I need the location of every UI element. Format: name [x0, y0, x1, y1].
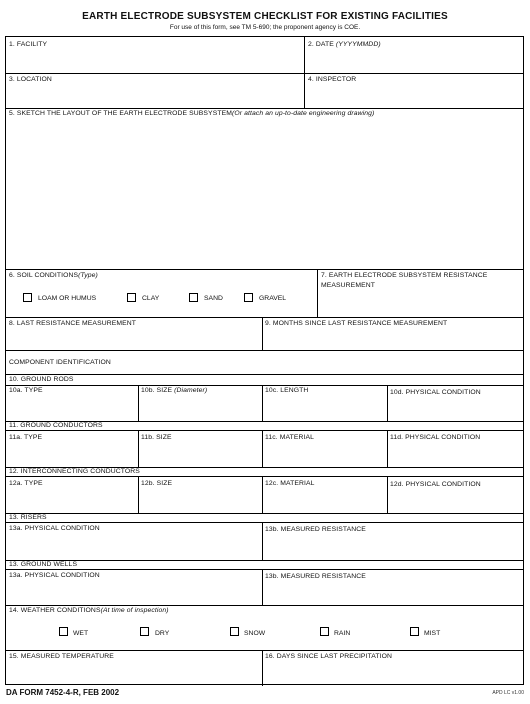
riser-condition-label[interactable]: 13a. PHYSICAL CONDITION: [9, 525, 100, 532]
sketch-hint: (Or attach an up-to-date engineering drawing): [231, 110, 375, 117]
loam-humus-checkbox[interactable]: [23, 293, 32, 302]
component-id-heading: COMPONENT IDENTIFICATION: [9, 359, 111, 366]
well-condition-label[interactable]: 13a. PHYSICAL CONDITION: [9, 572, 100, 579]
location-label: 3. LOCATION: [9, 76, 52, 83]
dry-label: DRY: [155, 630, 170, 637]
ground-rod-type-label[interactable]: 10a. TYPE: [9, 387, 43, 394]
rain-checkbox[interactable]: [320, 627, 329, 636]
form-grid: [5, 36, 524, 685]
sand-label: SAND: [204, 295, 223, 302]
months-since-label: 9. MONTHS SINCE LAST RESISTANCE MEASUREMENT: [265, 320, 448, 327]
snow-label: SNOW: [244, 630, 266, 637]
date-hint: (YYYYMMDD): [335, 41, 381, 48]
snow-checkbox[interactable]: [230, 627, 239, 636]
rain-label: RAIN: [334, 630, 351, 637]
form-version: APD LC v1.00: [492, 690, 524, 696]
riser-resistance-label[interactable]: 13b. MEASURED RESISTANCE: [265, 526, 366, 533]
ground-rod-length-label[interactable]: 10c. LENGTH: [265, 387, 309, 394]
facility-field[interactable]: [6, 37, 303, 72]
interconnecting-material-label[interactable]: 12c. MATERIAL: [265, 480, 315, 487]
dry-checkbox[interactable]: [140, 627, 149, 636]
ground-rods-heading: 10. GROUND RODS: [9, 376, 74, 383]
weather-label: 14. WEATHER CONDITIONS(At time of inspection): [9, 607, 169, 614]
facility-label: 1. FACILITY: [9, 41, 48, 48]
resistance-label-line1: 7. EARTH ELECTRODE SUBSYSTEM RESISTANCE: [321, 272, 488, 279]
mist-label: MIST: [424, 630, 441, 637]
gravel-checkbox[interactable]: [244, 293, 253, 302]
last-resistance-label: 8. LAST RESISTANCE MEASUREMENT: [9, 320, 137, 327]
form-subtitle: For use of this form, see TM 5-690; the proponent agency is COE.: [169, 24, 361, 31]
interconnecting-type-label[interactable]: 12a. TYPE: [9, 480, 43, 487]
ground-conductor-condition-label[interactable]: 11d. PHYSICAL CONDITION: [390, 434, 481, 441]
sand-checkbox[interactable]: [189, 293, 198, 302]
risers-heading: 13. RISERS: [9, 514, 47, 521]
well-resistance-label[interactable]: 13b. MEASURED RESISTANCE: [265, 573, 366, 580]
interconnecting-size-label[interactable]: 12b. SIZE: [141, 480, 173, 487]
resistance-label-line2: MEASUREMENT: [321, 282, 375, 289]
loam-humus-label: LOAM OR HUMUS: [38, 295, 97, 302]
soil-hint: (Type): [78, 272, 98, 279]
sketch-label: 5. SKETCH THE LAYOUT OF THE EARTH ELECTRODE SUBSYSTEM(Or attach an up-to-date engineering drawing): [9, 110, 375, 117]
date-label: 2. DATE (YYYYMMDD): [308, 41, 381, 48]
mist-checkbox[interactable]: [410, 627, 419, 636]
form-title: EARTH ELECTRODE SUBSYSTEM CHECKLIST FOR EXISTING FACILITIES: [82, 11, 448, 22]
ground-rod-condition-label[interactable]: 10d. PHYSICAL CONDITION: [390, 389, 481, 396]
soil-label: 6. SOIL CONDITIONS(Type): [9, 272, 98, 279]
inspector-label: 4. INSPECTOR: [308, 76, 357, 83]
ground-rod-size-label[interactable]: 10b. SIZE (Diameter): [141, 387, 208, 394]
interconnecting-condition-label[interactable]: 12d. PHYSICAL CONDITION: [390, 481, 481, 488]
form-number: DA FORM 7452-4-R, FEB 2002: [6, 688, 120, 697]
weather-hint: (At time of inspection): [100, 607, 169, 614]
ground-rod-size-hint: (Diameter): [174, 387, 208, 394]
wet-label: WET: [73, 630, 89, 637]
clay-label: CLAY: [142, 295, 160, 302]
ground-conductor-size-label[interactable]: 11b. SIZE: [141, 434, 172, 441]
gravel-label: GRAVEL: [259, 295, 287, 302]
wet-checkbox[interactable]: [59, 627, 68, 636]
ground-conductor-material-label[interactable]: 11c. MATERIAL: [265, 434, 315, 441]
sketch-area[interactable]: [6, 109, 523, 268]
days-since-label: 16. DAYS SINCE LAST PRECIPITATION: [265, 653, 393, 660]
ground-conductors-heading: 11. GROUND CONDUCTORS: [9, 422, 103, 429]
interconnecting-heading: 12. INTERCONNECTING CONDUCTORS: [9, 468, 140, 475]
clay-checkbox[interactable]: [127, 293, 136, 302]
temperature-label: 15. MEASURED TEMPERATURE: [9, 653, 114, 660]
ground-wells-heading: 13. GROUND WELLS: [9, 561, 78, 568]
ground-conductor-type-label[interactable]: 11a. TYPE: [9, 434, 43, 441]
